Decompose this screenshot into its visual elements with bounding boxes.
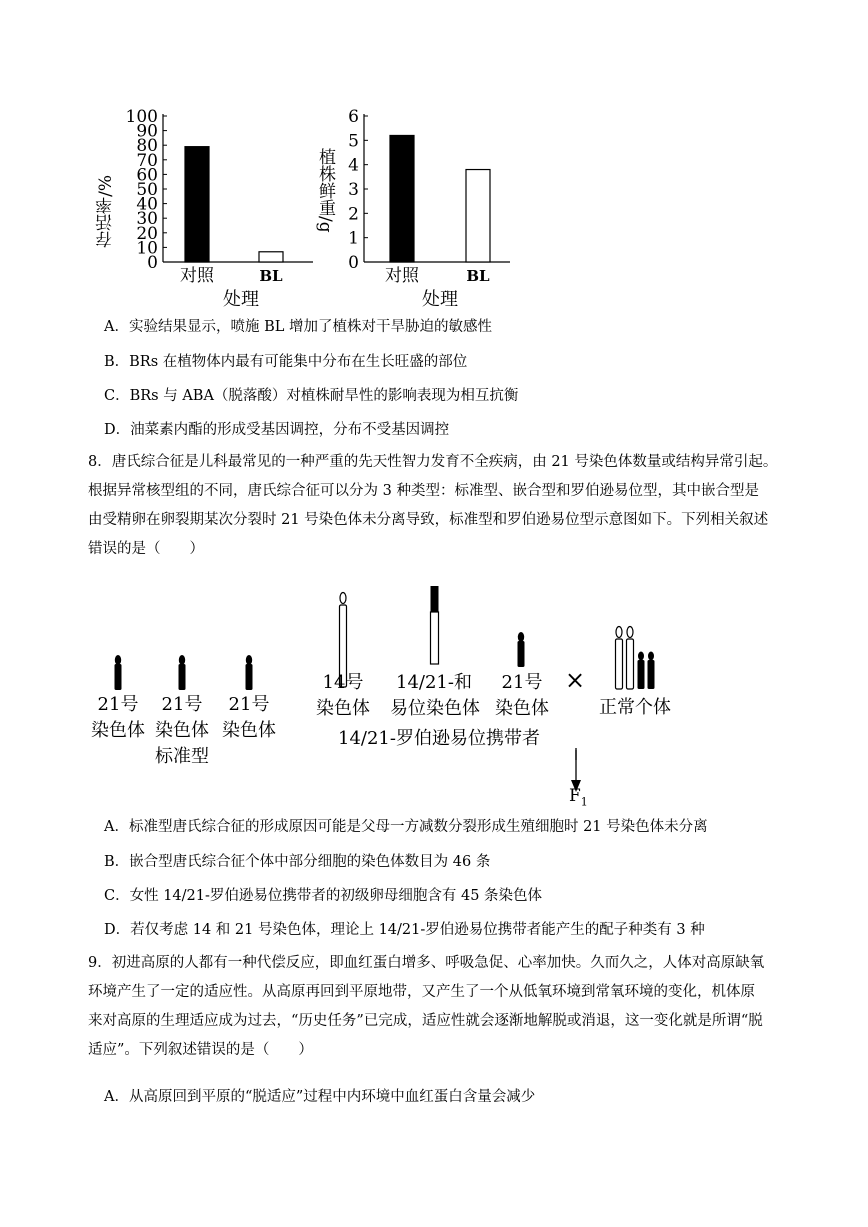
f1-subscript: 1 [580,795,588,809]
chart1-bar-control [185,147,209,262]
q8-option-c: C．女性 14/21-罗伯逊易位携带者的初级卵母细胞含有 45 条染色体 [104,888,543,904]
chart2-y-tick-label: 5 [348,131,359,152]
f1-text: F [569,786,581,806]
chart2-y-tick-label: 4 [348,155,359,176]
chart2-svg [310,100,530,310]
chart1-y-tick-label: 90 [136,121,158,142]
q9-stem-line: 适应”。下列叙述错误的是（ ） [88,1042,313,1058]
q9-stem-line: 9．初进高原的人都有一种代偿反应，即血红蛋白增多、呼吸急促、心率加快。久而久之，人体对高原缺氧 [88,955,765,971]
q7-option-d: D．油菜素内酯的形成受基因调控，分布不受基因调控 [104,422,450,438]
chart2-y-tick-label: 6 [348,107,359,127]
chart1-y-tick-label: 50 [136,180,158,200]
cross-symbol: × [564,666,586,694]
std-label-a: 21号 [161,694,203,715]
chart1-svg [95,100,330,310]
carrier-caption: 14/21-罗伯逊易位携带者 [338,728,540,749]
survival-rate-chart [95,100,330,310]
chart1-y-tick-label: 40 [136,194,158,215]
chart2-y-tick-label: 0 [348,253,359,273]
chromosome-21-standard-3 [246,655,253,690]
chromosome-14-label-b: 染色体 [316,698,370,719]
chart1-y-tick-label: 0 [147,253,158,273]
q9-stem-line: 环境产生了一定的适应性。从高原再回到平原地带，又产生了一个从低氧环境到常氧环境的变化，机体原 [88,984,755,1000]
chart1-y-tick-label: 10 [136,238,158,259]
q8-stem-line: 由受精卵在卵裂期某次分裂时 21 号染色体未分离导致，标准型和罗伯逊易位型示意图如下。下列相关叙述 [88,512,769,528]
chart2-x-axis-title: 处理 [422,289,458,310]
chart1-y-tick-label: 80 [136,136,158,157]
q8-option-b: B．嵌合型唐氏综合征个体中部分细胞的染色体数目为 46 条 [104,854,491,870]
q7-option-b: B．BRs 在植物体内最有可能集中分布在生长旺盛的部位 [104,354,468,370]
q8-stem-line: 根据异常核型组的不同，唐氏综合征可以分为 3 种类型：标准型、嵌合型和罗伯逊易位型，其中嵌合型是 [88,483,759,499]
fresh-weight-chart [310,100,530,310]
chart1-y-tick-label: 70 [136,150,158,171]
chart2-bar-bl [466,170,490,262]
normal-individual-chromosomes [616,627,655,690]
translocation-label-a: 14/21-和 [396,672,472,693]
chart2-y-axis-title: 植株鲜重/g [315,148,335,233]
q8-option-d: D．若仅考虑 14 和 21 号染色体，理论上 14/21-罗伯逊易位携带者能产生的配子种类有 3 种 [104,922,705,938]
chart1-x-axis-title: 处理 [223,289,259,310]
translocation-label-b: 易位染色体 [390,698,480,719]
std-label-b: 染色体 [91,720,145,741]
chart1-y-axis-title: 存活率/% [96,175,116,248]
q9-stem [88,949,788,1065]
std-label-b: 染色体 [222,720,276,741]
chart2-y-tick-label: 2 [348,204,359,225]
q9-stem-line: 来对高原的生理适应成为过去，“历史任务”已完成，适应性就会逐渐地解脱或消退，这一变化就是所谓“脱 [88,1013,763,1029]
chart1-y-tick-label: 20 [136,223,158,244]
chromosome-14-21-translocation [431,586,439,664]
chart2-x-tick-label: 对照 [385,266,419,286]
std-label-b: 染色体 [155,720,209,741]
q8-stem-line: 错误的是（ ） [88,541,204,557]
chromosome-21-label-a: 21号 [501,672,543,693]
chart1-bar-bl [259,252,283,262]
chart2-y-tick-label: 1 [348,228,359,249]
q8-option-a: A．标准型唐氏综合征的形成原因可能是父母一方减数分裂形成生殖细胞时 21 号染色体未分离 [104,819,708,835]
chart1-x-tick-label: BL [259,267,283,285]
chromosome-21-standard-2 [179,655,186,690]
standard-type-caption: 标准型 [155,746,209,767]
f1-label [569,786,588,808]
chart1-y-tick-label: 100 [125,107,158,127]
q8-stem [88,448,788,564]
q9-option-a: A．从高原回到平原的“脱适应”过程中内环境中血红蛋白含量会减少 [104,1089,536,1105]
chart1-y-tick-label: 30 [136,209,158,230]
std-label-a: 21号 [228,694,270,715]
chromosome-21-carrier [518,632,525,667]
chromosome-21-label-b: 染色体 [495,698,549,719]
chromosome-14-label-a: 14号 [322,672,364,693]
chart2-y-tick-label: 3 [348,180,359,200]
q7-option-a: A．实验结果显示，喷施 BL 增加了植株对干旱胁迫的敏感性 [104,319,492,335]
chart1-x-tick-label: 对照 [180,266,214,286]
q8-stem-line: 8．唐氏综合征是儿科最常见的一种严重的先天性智力发育不全疾病，由 21 号染色体数量或结构异常引起。 [88,454,778,470]
chromosome-21-standard-1 [115,655,122,690]
normal-individual-label: 正常个体 [599,697,671,718]
chart2-bar-control [390,135,414,262]
q7-option-c: C．BRs 与 ABA（脱落酸）对植株耐旱性的影响表现为相互抗衡 [104,388,519,404]
chart1-y-tick-label: 60 [136,165,158,186]
chart2-x-tick-label: BL [466,267,490,285]
std-label-a: 21号 [97,694,139,715]
